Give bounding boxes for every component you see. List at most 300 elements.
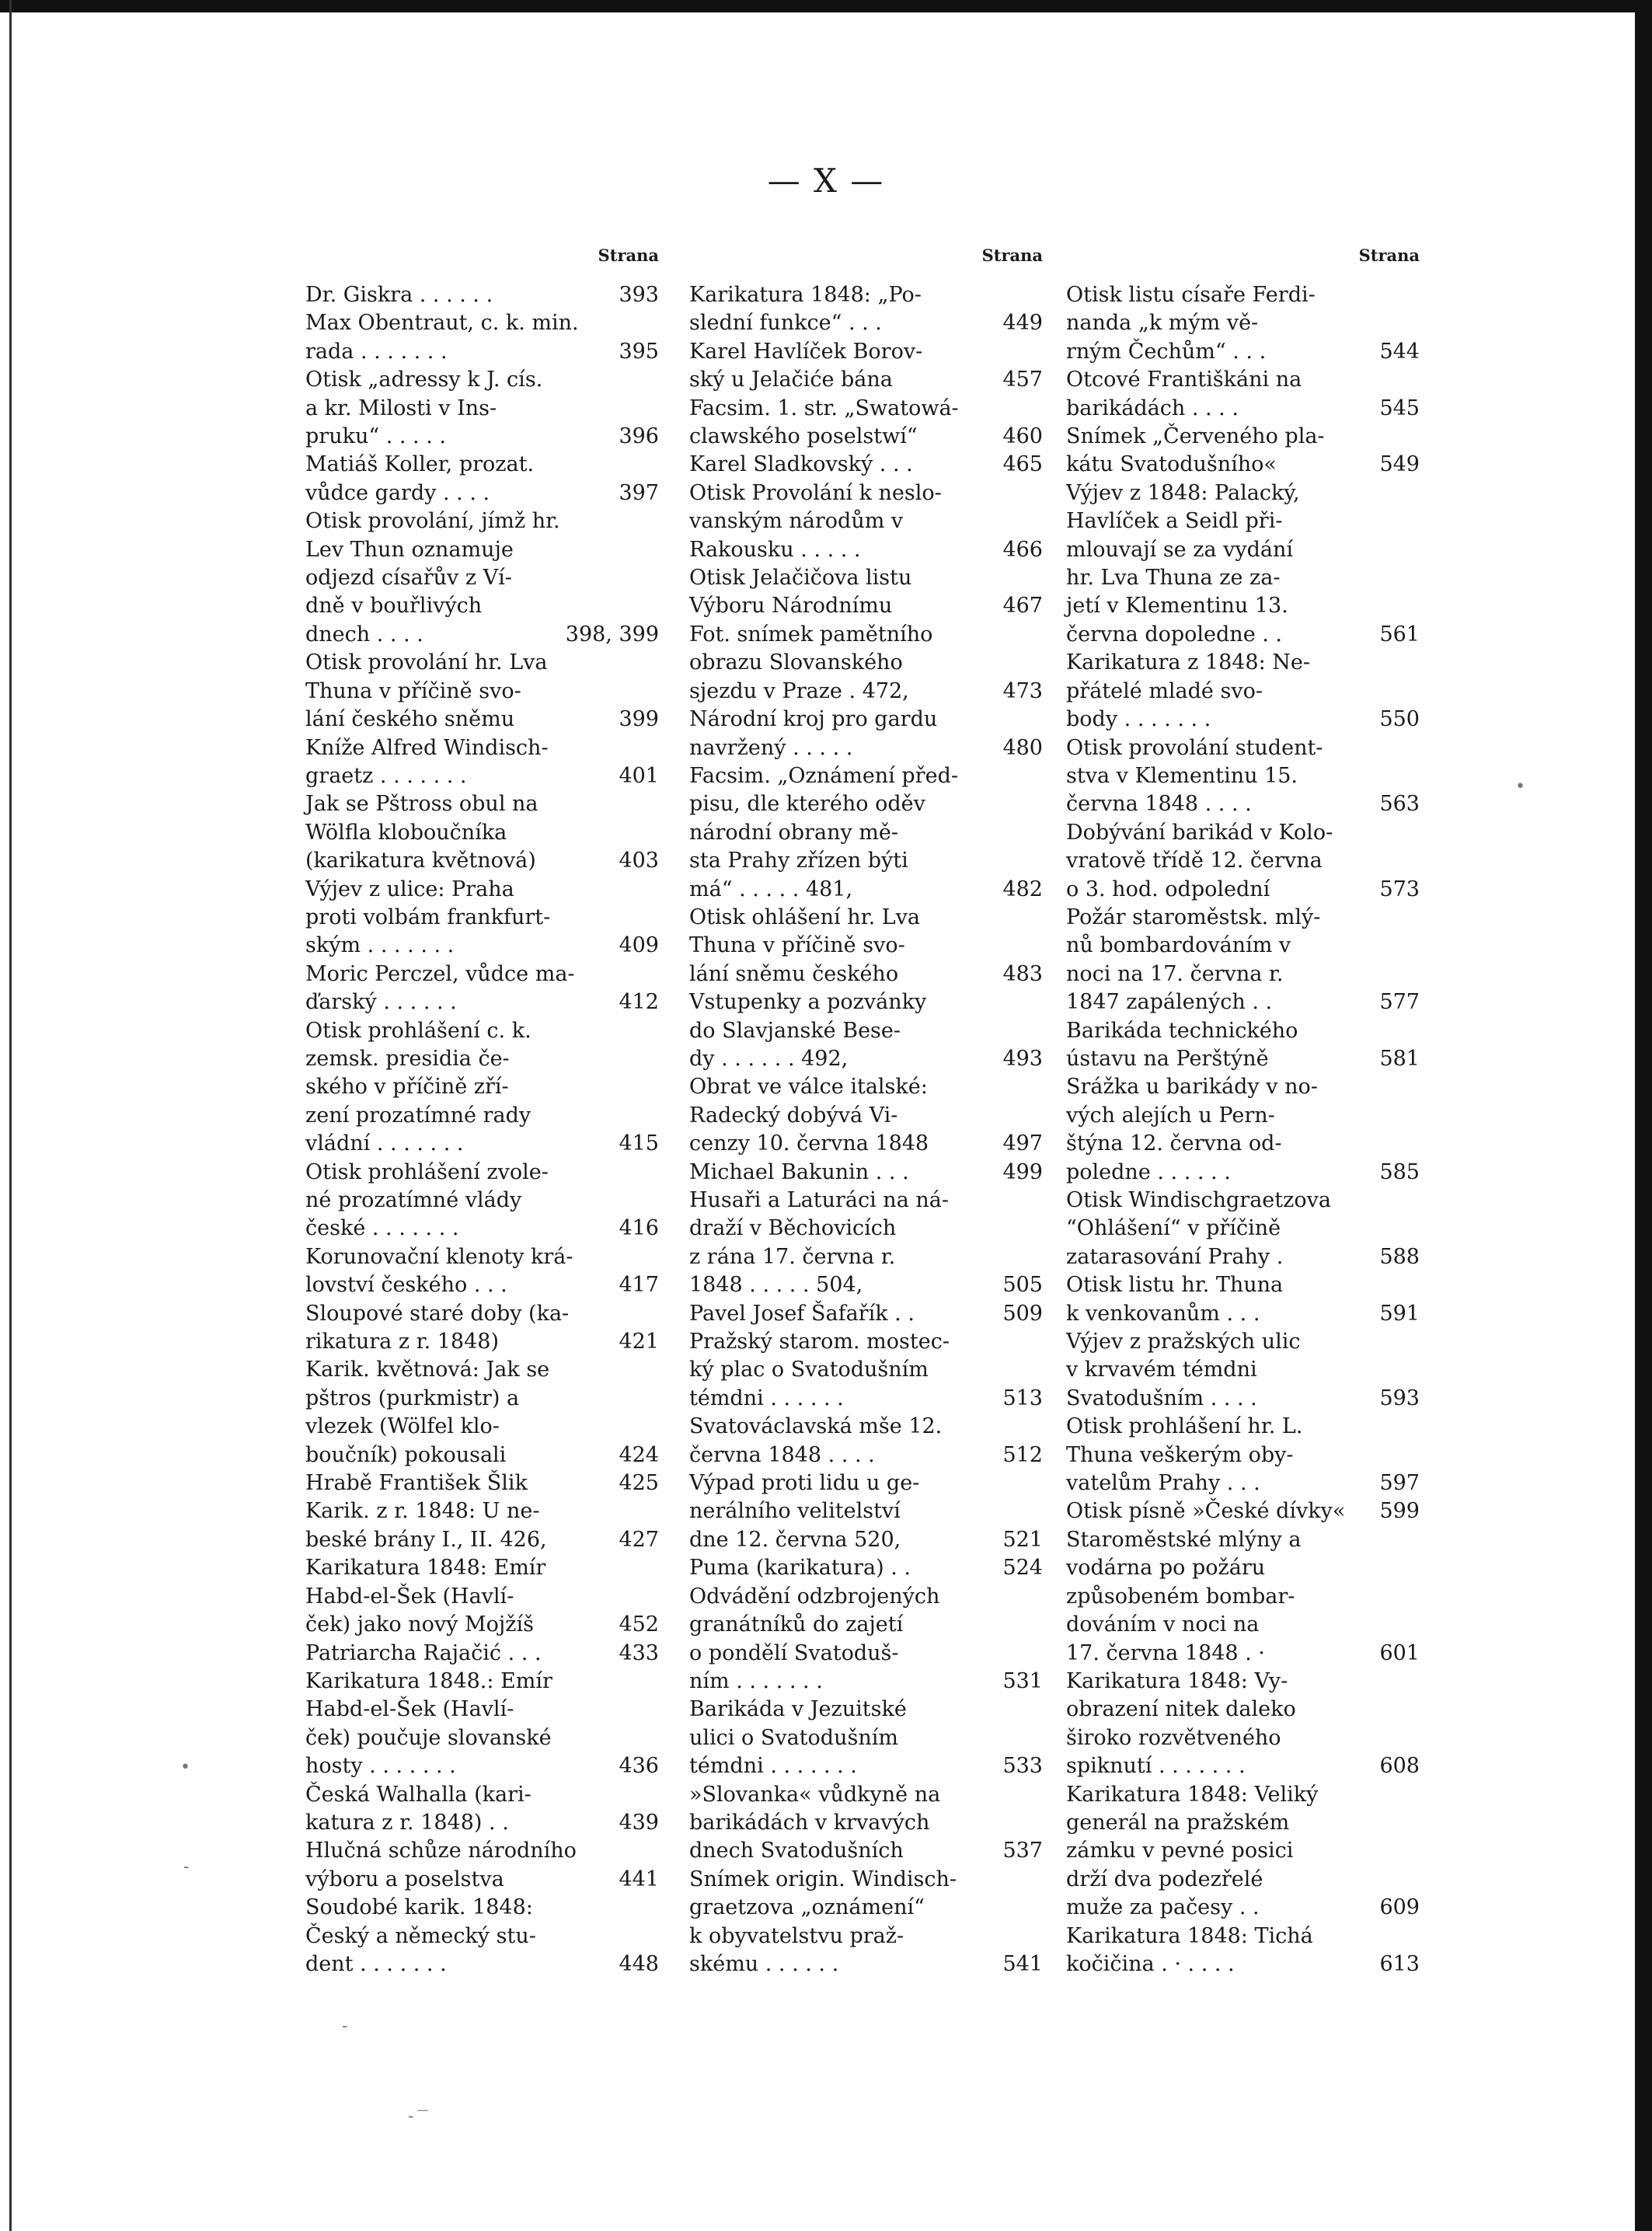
entry-title-line: Lev Thun oznamuje [305,537,514,562]
index-entry-line [1066,1724,1420,1752]
index-entry [305,1017,659,1159]
entry-title-line: proti volbám frankfurt- [305,905,551,929]
entry-title-line: témdni . . . . . . [689,1386,844,1410]
index-entry-line [1066,649,1420,677]
index-entry [689,564,1043,621]
index-entry-line [689,1526,1043,1554]
index-entry-line [305,1894,659,1922]
entry-title-line: Otisk provolání hr. Lva [305,650,548,675]
entry-title-line: témdni . . . . . . . [689,1754,857,1779]
index-entry-line [1066,1837,1420,1865]
entry-title-line: Soudobé karik. 1848: [305,1895,533,1920]
index-entry-line [689,678,1043,706]
entry-title-line: Výjev z 1848: Palacký, [1066,480,1300,505]
entry-title-line: draží v Běchovicích [689,1216,897,1241]
entry-title-line: nerálního velitelství [689,1499,901,1524]
scan-speck: • [180,1758,190,1777]
index-entry-line [689,734,1043,762]
entry-title-line: sjezdu v Praze . 472, [689,678,909,703]
entry-title-line: vodárna po požáru [1066,1556,1266,1581]
entry-title-line: “Ohlášení“ v příčině [1066,1216,1281,1241]
entry-title-line: muže za pačesy . . [1066,1895,1260,1920]
entry-page-number: 482 [1002,877,1043,901]
entry-page-number: 609 [1379,1895,1420,1920]
index-entry [305,1554,659,1639]
index-entry-line [1066,1159,1420,1187]
index-entry-line [305,395,659,423]
index-entry-line [689,423,1043,451]
index-entry [1066,1271,1420,1328]
scan-speck: - ͞ [408,2107,418,2126]
index-entry-line [689,1328,1043,1356]
entry-title-line: Havlíček a Seidl při- [1066,509,1283,534]
entry-title-line: Česká Walhalla (kari- [305,1782,531,1807]
index-entry-line [1066,1950,1420,1978]
entry-page-number: 524 [1002,1556,1043,1581]
entry-title-line: Patriarcha Rajačić . . . [305,1640,542,1665]
index-entry-line [305,1045,659,1073]
index-entry-line [689,706,1043,734]
entry-title-line: června dopoledne . . [1066,622,1283,647]
entry-page-number: 499 [1002,1159,1043,1184]
index-entry-line [1066,1554,1420,1582]
index-entry-line [689,1781,1043,1809]
entry-title-line: skému . . . . . . [689,1951,839,1976]
entry-title-line: Snímek „Červeného pla- [1066,424,1325,449]
index-entry-line [689,592,1043,620]
index-entry [305,1640,659,1668]
entry-title-line: výboru a poselstva [305,1867,504,1891]
entry-page-number: 457 [1002,368,1043,392]
index-entry-line [305,592,659,620]
index-entry-line [1066,395,1420,423]
index-entry-line [305,1017,659,1045]
index-entry-line [305,1073,659,1101]
index-entry-line [689,790,1043,818]
entry-title-line: Odvádění odzbrojených [689,1584,940,1609]
entry-title-line: mlouvají se za vydání [1066,537,1294,562]
index-entry [1066,1017,1420,1074]
index-entry-line [689,536,1043,564]
index-entry [689,1328,1043,1413]
index-column-2 [689,246,1043,1978]
entry-title-line: zámku v pevné posici [1066,1839,1294,1863]
entry-title-line: vratově třídě 12. června [1066,849,1323,873]
entry-page-number: 544 [1379,339,1420,364]
index-entry-line [689,1866,1043,1894]
index-entry [689,1781,1043,1866]
entry-title-line: barikádách . . . . [1066,396,1239,420]
entry-title-line: rným Čechům“ . . . [1066,339,1267,364]
index-entry [1066,479,1420,649]
index-entry-line [305,536,659,564]
entry-title-line: lovství českého . . . [305,1273,507,1298]
index-entry-line [305,507,659,535]
index-entry-line [1066,819,1420,847]
index-entry-line [305,1271,659,1299]
index-entry-line [689,876,1043,904]
index-entry [1066,734,1420,819]
entry-title-line: dnech . . . . [305,622,423,647]
entry-page-number: 473 [1002,678,1043,703]
entry-title-line: pisu, dle kterého oděv [689,792,925,817]
index-entry-line [305,366,659,394]
entry-page-number: 613 [1379,1951,1420,1976]
index-entry-line [689,621,1043,649]
index-entry-line [1066,1271,1420,1299]
index-entry [1066,1668,1420,1781]
index-entry [1066,1922,1420,1979]
index-entry [689,621,1043,706]
entry-title-line: Karikatura 1848: Tichá [1066,1923,1313,1948]
index-entry-line [305,1356,659,1384]
index-entry [305,309,659,366]
index-entry-line [1066,1469,1420,1497]
index-entry-line [689,1441,1043,1469]
index-entry [689,1469,1043,1554]
entry-title-line: poledne . . . . . . [1066,1159,1231,1184]
index-entry [689,1866,1043,1979]
entry-page-number: 577 [1379,990,1420,1015]
index-entry [305,1894,659,1978]
entry-title-line: Husaři a Laturáci na ná- [689,1188,949,1212]
entry-title-line: clawského poselstwí“ [689,424,918,449]
entry-title-line: ského v příčině zří- [305,1075,509,1100]
entry-page-number: 483 [1002,961,1043,986]
index-entry-line [305,876,659,904]
index-entry [689,904,1043,988]
entry-title-line: Karel Havlíček Borov- [689,339,923,364]
entry-title-line: kočičina . · . . . . [1066,1951,1235,1976]
index-entry-line [1066,904,1420,932]
entry-title-line: národní obrany mě- [689,820,899,845]
index-entry-line [1066,1497,1420,1525]
index-entry-line [305,904,659,932]
index-entry-line [1066,1866,1420,1894]
index-entry-line [1066,1073,1420,1101]
index-entry-line [1066,451,1420,479]
entry-page-number: 441 [619,1867,659,1891]
entry-title-line: Otisk listu císaře Ferdi- [1066,283,1316,307]
entry-title-line: dent . . . . . . . [305,1951,447,1976]
entry-title-line: generál na pražském [1066,1810,1290,1835]
index-entry-line [689,1894,1043,1922]
index-entry [305,1469,659,1497]
scan-border-right [1635,0,1652,2231]
entry-title-line: Karik. z r. 1848: U ne- [305,1499,540,1524]
entry-title-line: Obrat ve válce italské: [689,1075,928,1100]
entry-page-number: 449 [1002,311,1043,336]
column-header: Strana [598,246,659,265]
entry-title-line: nů bombardováním v [1066,933,1291,958]
entry-page-number: 412 [619,990,659,1015]
entry-page-number: 531 [1002,1668,1043,1693]
entry-title-line: Požár staroměstsk. mlý- [1066,905,1321,929]
entry-title-line: Radecký dobývá Vi- [689,1103,898,1128]
index-entry-line [689,395,1043,423]
entry-page-number: 397 [619,480,659,505]
index-entry [305,1781,659,1838]
index-entry-line [1066,564,1420,592]
index-entry [1066,649,1420,734]
index-entry-line [305,1526,659,1554]
entry-title-line: štýna 12. června od- [1066,1131,1282,1156]
index-entry-line [1066,960,1420,988]
index-entry-line [689,1583,1043,1611]
index-entry-line [689,1469,1043,1497]
entry-title-line: Karikatura 1848: Vy- [1066,1668,1288,1693]
entry-title-line: zemsk. presidia če- [305,1046,510,1071]
entry-title-line: Hrabě František Šlik [305,1471,528,1496]
entry-title-line: ský u Jelačiće bána [689,368,893,392]
index-entry [1066,819,1420,904]
index-entry-line [1066,988,1420,1016]
index-entry-line [1066,309,1420,337]
index-entry-line [689,366,1043,394]
entry-title-line: Karik. květnová: Jak se [305,1358,550,1382]
entry-page-number: 537 [1002,1839,1043,1863]
entry-title-line: června 1848 . . . . [689,1442,875,1467]
index-entry-line [689,1554,1043,1582]
index-entry [305,451,659,507]
entry-title-line: ulici o Svatodušním [689,1725,898,1750]
index-entry-line [1066,479,1420,507]
entry-title-line: spiknutí . . . . . . . [1066,1754,1246,1779]
entry-title-line: nanda „k mým vě- [1066,311,1259,336]
entry-title-line: navržený . . . . . [689,735,853,760]
index-entry-line [1066,876,1420,904]
index-entry-line [1066,1328,1420,1356]
entry-page-number: 452 [619,1612,659,1637]
index-entry [689,706,1043,762]
index-entry-line [305,1922,659,1950]
index-entry-line [689,1497,1043,1525]
index-entry-line [689,904,1043,932]
entry-title-line: Otisk Windischgraetzova [1066,1188,1331,1212]
index-entry-line [689,1045,1043,1073]
entry-title-line: české . . . . . . . [305,1216,459,1241]
entry-page-number: 427 [619,1527,659,1552]
entry-title-line: né prozatímné vlády [305,1188,522,1212]
entry-page-number: 585 [1379,1159,1420,1184]
index-entry-line [1066,1781,1420,1809]
entry-title-line: Srážka u barikády v no- [1066,1075,1318,1100]
entry-title-line: vlezek (Wölfel klo- [305,1414,500,1439]
entry-title-line: Moric Perczel, vůdce ma- [305,961,575,986]
entry-page-number: 399 [619,707,659,732]
entry-page-number: 424 [619,1442,659,1467]
entry-title-line: Karikatura 1848: Emír [305,1556,546,1581]
entry-title-line: 1847 zapálených . . [1066,990,1273,1015]
index-entry-line [1066,762,1420,790]
entry-title-line: graetzova „oznámení“ [689,1895,925,1920]
index-entry-line [305,1781,659,1809]
entry-title-line: ký plac o Svatodušním [689,1358,929,1382]
entry-title-line: stva v Klementinu 15. [1066,763,1298,788]
index-entry-line [1066,592,1420,620]
entry-page-number: 460 [1002,424,1043,449]
index-entry-line [305,1866,659,1894]
index-entry-line [305,734,659,762]
entry-title-line: Národní kroj pro gardu [689,707,938,732]
index-entry-line [1066,1894,1420,1922]
entry-page-number: 398, 399 [565,622,659,647]
entry-title-line: (karikatura květnová) [305,849,536,873]
entry-title-line: beské brány I., II. 426, [305,1527,547,1552]
scan-speck: - [342,2017,348,2036]
entry-title-line: Otisk písně »České dívky« [1066,1499,1346,1524]
entry-page-number: 545 [1379,396,1420,420]
entry-title-line: zatarasování Prahy . [1066,1244,1284,1269]
entry-title-line: Fot. snímek pamětního [689,622,933,647]
entry-title-line: Snímek origin. Windisch- [689,1867,957,1891]
entry-title-line: Hlučná schůze národního [305,1839,577,1863]
entry-title-line: vých alejích u Pern- [1066,1103,1275,1128]
entry-title-line: Otisk provolání, jímž hr. [305,509,560,534]
index-entry-line [689,564,1043,592]
index-entry-line [305,1724,659,1752]
entry-title-line: slední funkce“ . . . [689,311,882,336]
entry-title-line: drží dva podezřelé [1066,1867,1263,1891]
index-entry-line [1066,1215,1420,1243]
entry-title-line: Otcové Františkáni na [1066,368,1302,392]
entry-title-line: Puma (karikatura) . . [689,1556,911,1581]
index-entry [689,1187,1043,1300]
index-entry [689,1159,1043,1187]
entry-page-number: 593 [1379,1386,1420,1410]
entry-title-line: Habd-el-Šek (Havlí- [305,1584,514,1609]
entry-title-line: Otisk ohlášení hr. Lva [689,905,921,929]
index-entry-line [305,819,659,847]
entry-title-line: dováním v noci na [1066,1612,1260,1637]
entry-page-number: 599 [1379,1499,1420,1524]
index-entry [305,960,659,1017]
entry-title-line: Karel Sladkovský . . . [689,452,913,477]
index-entry-line [689,1130,1043,1158]
entry-title-line: Thuna v příčině svo- [689,933,905,958]
index-entry [305,281,659,309]
entry-title-line: Michael Bakunin . . . [689,1159,909,1184]
entry-title-line: Karikatura 1848: „Po- [689,283,922,307]
entry-title-line: barikádách v krvavých [689,1810,930,1835]
entry-page-number: 393 [619,283,659,307]
entry-title-line: Výjev z ulice: Praha [305,877,514,901]
entry-title-line: o pondělí Svatoduš- [689,1640,899,1665]
index-entry-line [305,706,659,734]
index-entry-line [305,1809,659,1837]
entry-title-line: ďarský . . . . . . [305,990,457,1015]
entry-title-line: Wölfla kloboučníka [305,820,507,845]
index-entry [689,395,1043,451]
index-entry-line [1066,1696,1420,1724]
index-entry [689,762,1043,904]
entry-title-line: Dobývání barikád v Kolo- [1066,820,1333,845]
index-entry [305,1356,659,1469]
entry-title-line: června 1848 . . . . [1066,792,1252,817]
entry-title-line: k obyvatelstvu praž- [689,1923,904,1948]
entry-page-number: 509 [1002,1301,1043,1326]
entry-page-number: 433 [619,1640,659,1665]
index-entry [1066,1328,1420,1413]
index-entry-line [305,1611,659,1639]
index-entry [689,1413,1043,1469]
entry-title-line: k venkovanům . . . [1066,1301,1260,1326]
index-entry-line [1066,734,1420,762]
index-entry-line [305,678,659,706]
index-entry-line [689,1413,1043,1441]
entry-title-line: pštros (purkmistr) a [305,1386,520,1410]
entry-title-line: jetí v Klementinu 13. [1066,594,1288,619]
index-entry-line [1066,1385,1420,1413]
entry-title-line: Staroměstské mlýny a [1066,1527,1302,1552]
index-entry [689,1554,1043,1582]
entry-title-line: Pavel Josef Šafařík . . [689,1301,915,1326]
index-entry-line [1066,706,1420,734]
index-entry-line [305,1215,659,1243]
entry-title-line: Svatodušním . . . . [1066,1386,1257,1410]
entry-title-line: obrazu Slovanského [689,650,903,675]
index-entry-line [1066,1441,1420,1469]
entry-page-number: 608 [1379,1754,1420,1779]
index-entry-line [1066,366,1420,394]
index-entry-line [305,1837,659,1865]
entry-title-line: Sloupové staré doby (ka- [305,1301,570,1326]
entry-title-line: obrazení nitek daleko [1066,1697,1296,1722]
index-entry-line [305,1469,659,1497]
column-header: Strana [981,246,1043,265]
entry-title-line: Otisk Jelačičova listu [689,566,912,591]
entry-title-line: Thuna v příčině svo- [305,678,521,703]
entry-title-line: z rána 17. června r. [689,1244,896,1269]
index-entry-line [305,649,659,677]
entry-title-line: Svatováclavská mše 12. [689,1414,943,1439]
index-entry [305,1300,659,1357]
index-entry-line [1066,1300,1420,1328]
entry-page-number: 521 [1002,1527,1043,1552]
entry-title-line: »Slovanka« vůdkyně na [689,1782,941,1807]
index-column-1 [305,246,659,1978]
index-entry-line [305,762,659,790]
entry-title-line: Karikatura z 1848: Ne- [1066,650,1311,675]
index-entry-line [305,281,659,309]
entry-title-line: Facsim. „Oznámení před- [689,763,958,788]
entry-title-line: Otisk Provolání k neslo- [689,480,942,505]
entry-title-line: vanským národům v [689,509,904,534]
index-entry-line [689,507,1043,535]
entry-title-line: ským . . . . . . . [305,933,455,958]
index-entry [305,1497,659,1554]
index-entry-line [305,1497,659,1525]
index-entry-line [689,1837,1043,1865]
index-entry-line [1066,338,1420,366]
entry-page-number: 467 [1002,594,1043,619]
index-entry-line [305,1640,659,1668]
entry-page-number: 436 [619,1754,659,1779]
index-entry-line [305,1159,659,1187]
index-entry-line [305,1385,659,1413]
index-entry-line [689,960,1043,988]
index-entry [305,1159,659,1243]
index-entry-line [1066,790,1420,818]
index-entry-line [1066,1922,1420,1950]
entry-title-line: Český a německý stu- [305,1923,536,1948]
index-entry-line [305,988,659,1016]
column-header: Strana [1358,246,1420,265]
index-entry-line [689,1809,1043,1837]
entry-title-line: vůdce gardy . . . . [305,480,490,505]
entry-page-number: 505 [1002,1273,1043,1298]
index-entry-line [689,1073,1043,1101]
